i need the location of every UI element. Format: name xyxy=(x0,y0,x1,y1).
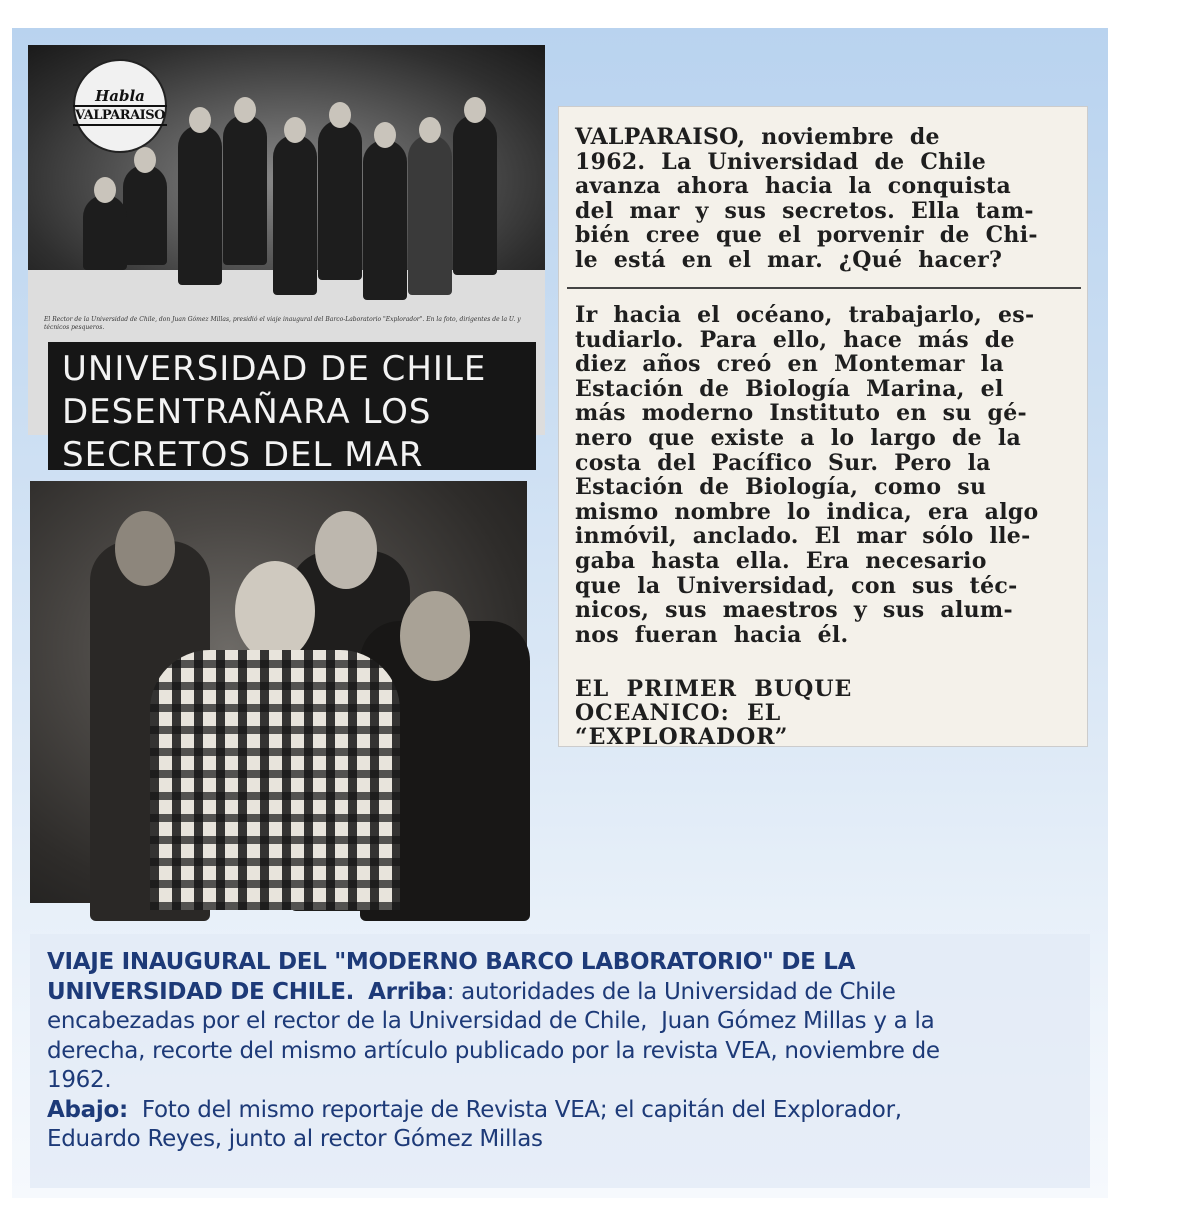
clipping-headline xyxy=(48,342,536,475)
article-subheading: EL PRIMER BUQUE OCEANICO: EL “EXPLORADOR” xyxy=(575,676,853,750)
caption-line-3: encabezadas por el rector de la Universidad de Chile, Juan Gómez Millas y a la xyxy=(47,1008,935,1034)
caption-line-7: Eduardo Reyes, junto al rector Gómez Millas xyxy=(47,1126,543,1152)
photo-caption: El Rector de la Universidad de Chile, don Juan Gómez Millas, presidió el viaje inaugural del Barco-Laboratorio "Explorador". En la foto, dirigentes de la U. y técnicos pesqueros. xyxy=(44,316,521,331)
clipping-top-left xyxy=(28,45,545,475)
article-paragraph-1: VALPARAISO, noviembre de 1962. La Universidad de Chile avanza ahora hacia la conquista del mar y sus secretos. Ella tam- bién cree que el porvenir de Chi- le está en el mar. ¿Qué hacer? xyxy=(575,124,1038,273)
caption-title-line-1: VIAJE INAUGURAL DEL "MODERNO BARCO LABORATORIO" DE LA xyxy=(47,949,856,975)
arriba-text: : autoridades de la Universidad de Chile xyxy=(446,978,896,1005)
headline-line: DESENTRAÑARA LOS xyxy=(62,392,432,432)
abajo-text: Foto del mismo reportaje de Revista VEA; el capitán del Explorador, xyxy=(127,1096,902,1123)
caption-line-5: 1962. xyxy=(47,1067,112,1093)
abajo-label: Abajo: xyxy=(47,1096,128,1123)
headline-line: UNIVERSIDAD DE CHILE xyxy=(62,349,487,389)
caption-text xyxy=(47,948,1077,1155)
habla-valparaiso-logo: Habla VALPARAISO xyxy=(73,59,167,153)
caption-line-4: derecha, recorte del mismo artículo publicado por la revista VEA, noviembre de xyxy=(47,1037,940,1064)
divider-rule xyxy=(567,287,1081,289)
article-clipping xyxy=(558,106,1088,750)
article-paragraph-2: Ir hacia el océano, trabajarlo, es- tudiarlo. Para ello, hace más de diez años creó en Montemar la Estación de Biología Marina, el más moderno Instituto en su gé- nero que existe a lo largo de la costa del Pacífico Sur. Pero la Estación de Biología, como su mismo nombre lo indica, era algo inmóvil, anclado. El mar sólo lle- gaba hasta ella. Era necesario que la Universidad, con sus téc- nicos, sus maestros y sus alum- nos fueran hacia él. xyxy=(575,302,1039,648)
checkered-shirt xyxy=(150,650,400,910)
caption-title-line-2: UNIVERSIDAD DE CHILE. xyxy=(47,978,355,1005)
headline-line: SECRETOS DEL MAR xyxy=(62,435,424,475)
arriba-label: Arriba xyxy=(368,978,447,1005)
